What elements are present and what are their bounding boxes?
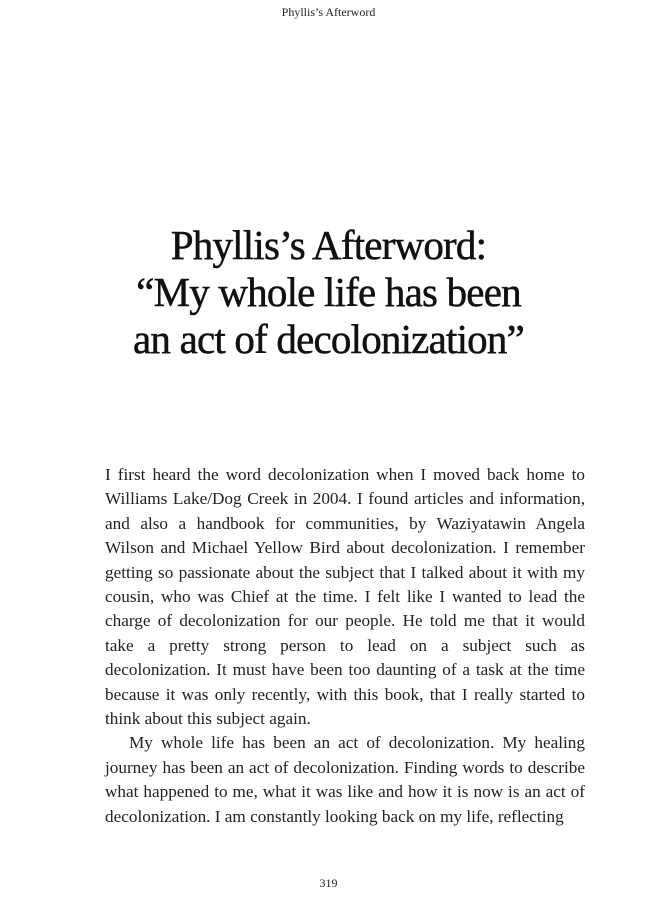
running-head: Phyllis’s Afterword xyxy=(281,5,376,19)
page-number: 319 xyxy=(319,876,338,890)
chapter-title-line: an act of decolonization” xyxy=(133,316,524,362)
paragraph: I first heard the word decolonization when I moved back home to Williams Lake/Dog Creek in 2004. I found articles and information, and also a handbook for communities, by Waziyatawin Angela Wilson and Michael Yellow Bird about decolonization. I remember getting so passionate about the subject that I talked about it with my cousin, who was Chief at the time. I felt like I wanted to lead the charge of decolonization for our people. He told me that it would take a pretty strong person to lead on a subject such as decolonization. It must have been too daunting of a task at the time because it was only recently, with this book, that I really started to think about this subject again. xyxy=(105,465,585,729)
chapter-title xyxy=(0,222,657,363)
chapter-title-line: Phyllis’s Afterword: xyxy=(170,222,487,268)
paragraph: My whole life has been an act of decolonization. My healing journey has been an act of decolonization. Finding words to describe what happened to me, what it was like and how it is now is an act of decolonization. I am constantly looking back on my life, reflecting xyxy=(105,733,585,826)
body-text xyxy=(105,463,585,829)
chapter-title-line: “My whole life has been xyxy=(136,269,521,315)
